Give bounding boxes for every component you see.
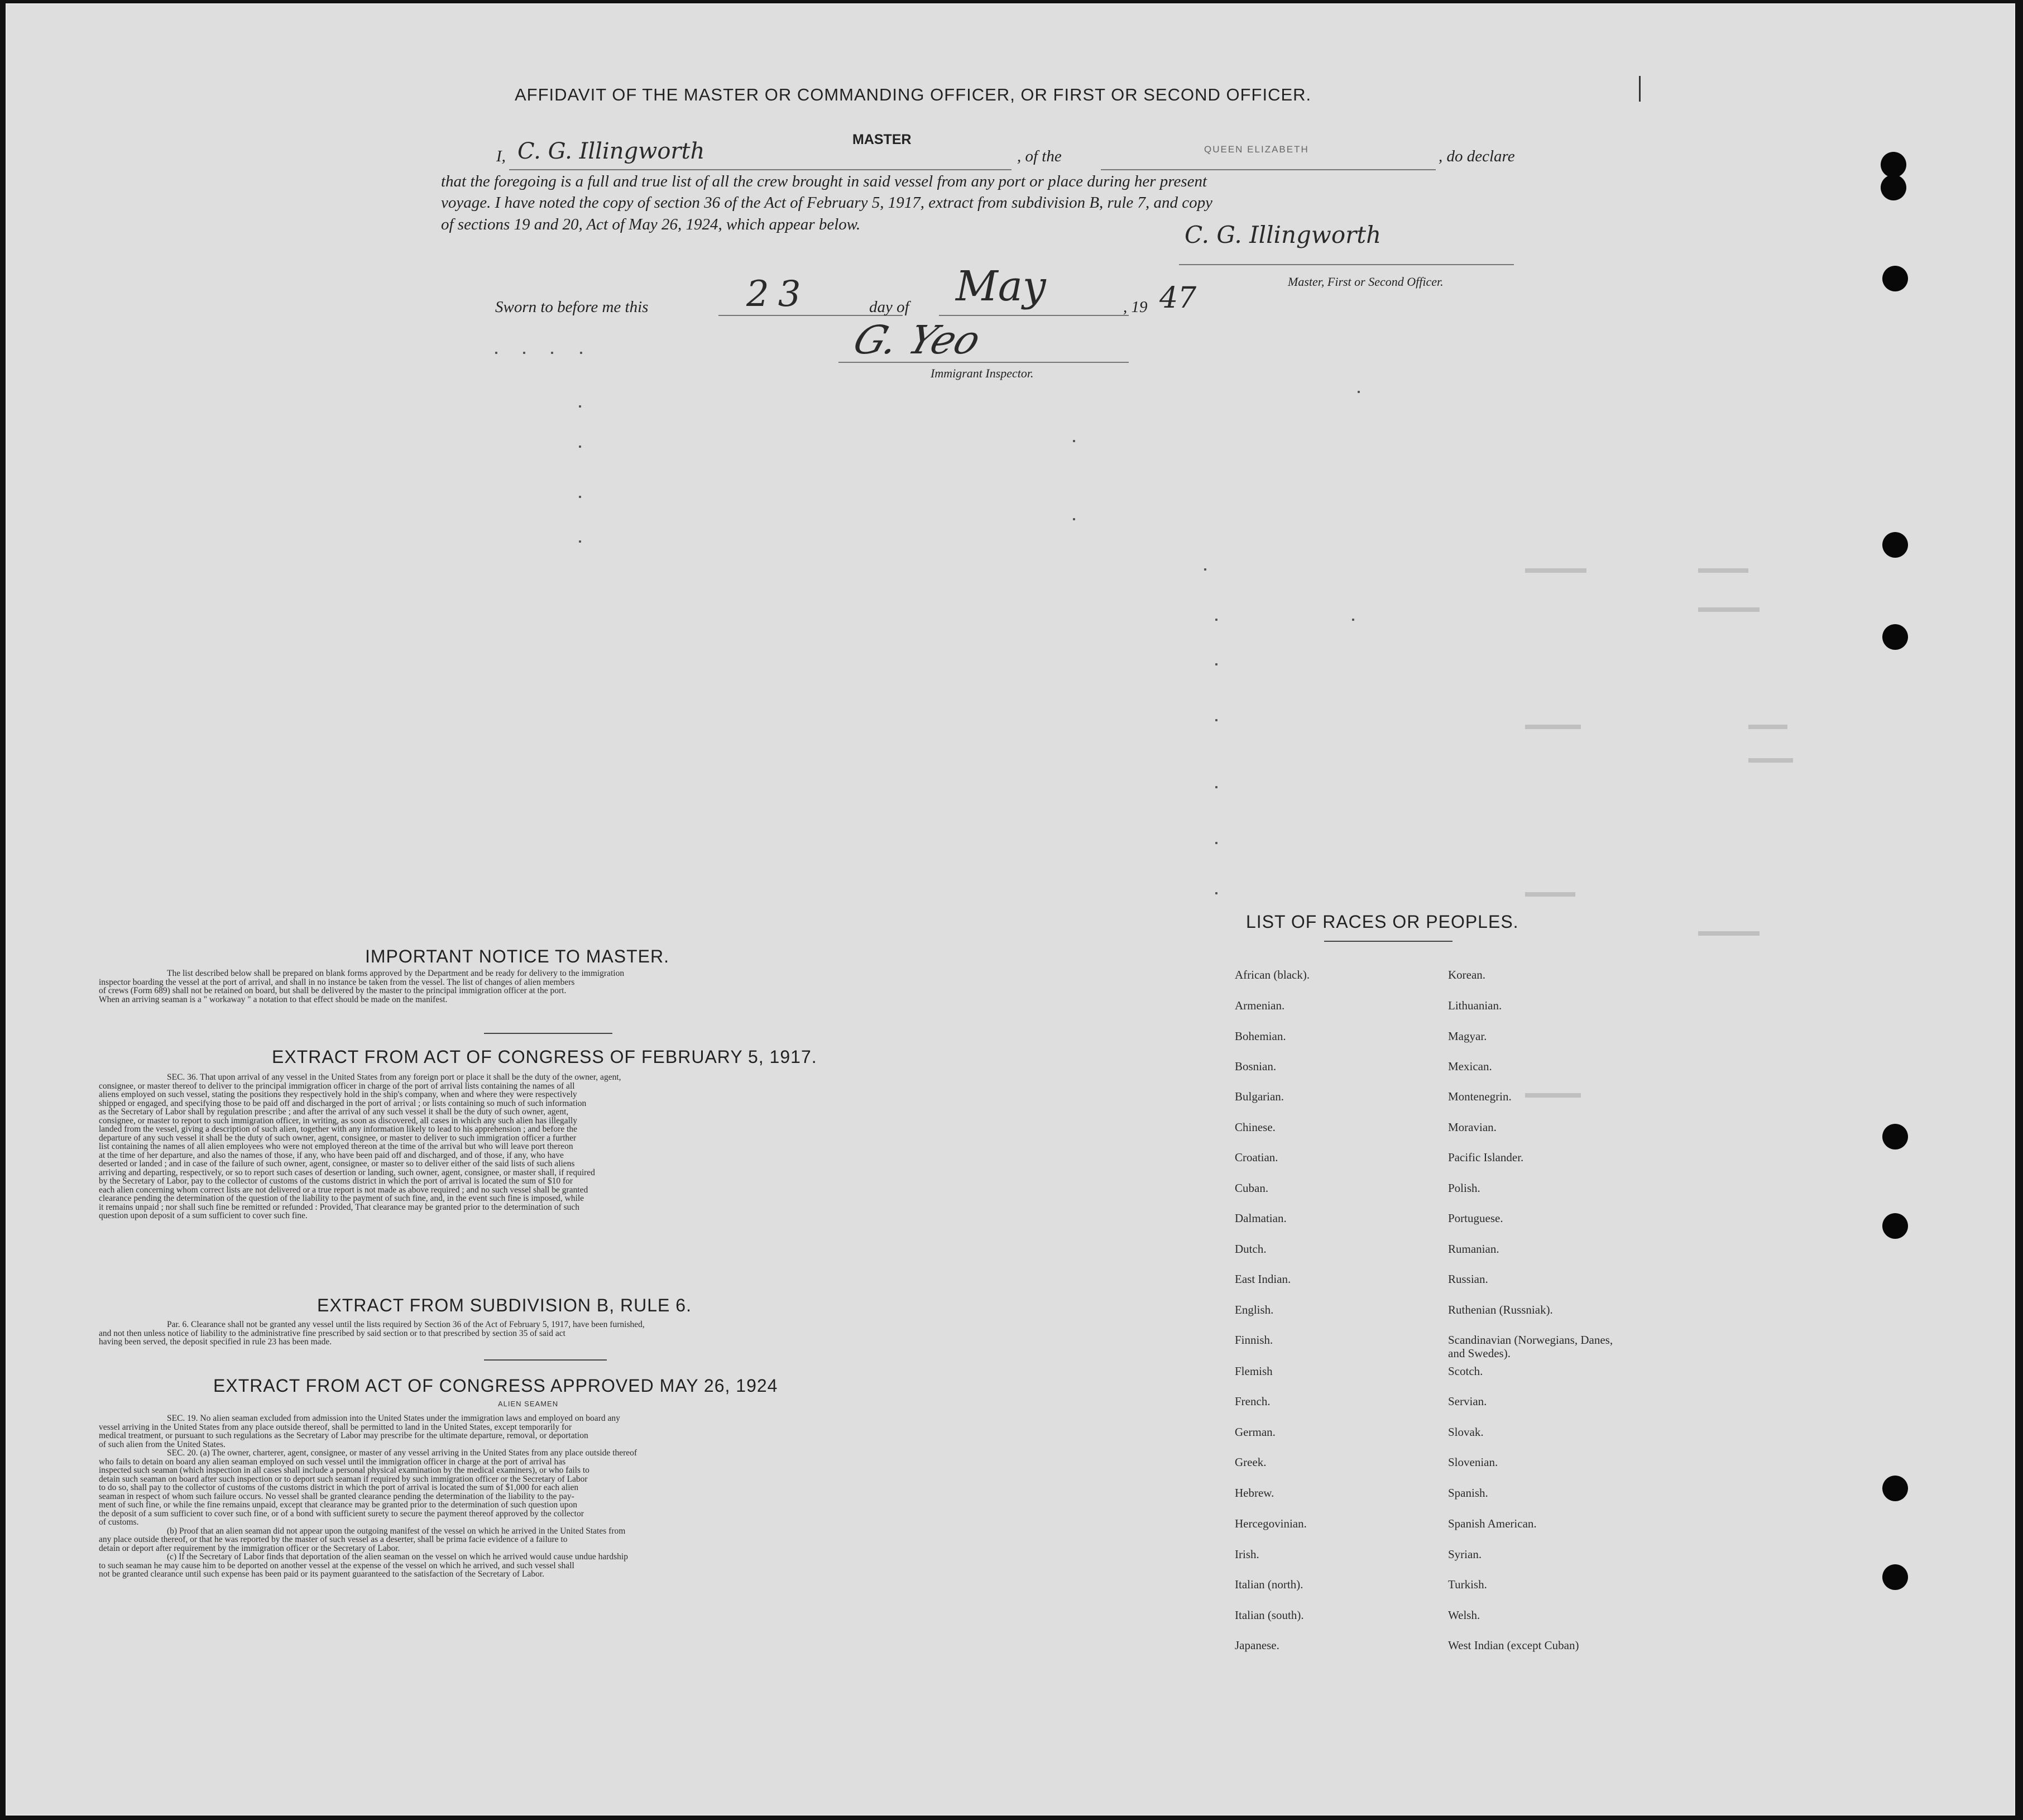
race-item: Korean. <box>1448 968 1486 981</box>
act-1924-line: detain or deport after requirement by the immigration officer or the Secretary of Labor. <box>99 1543 400 1553</box>
subdivision-b-line: having been served, the deposit specified in rule 23 has been made. <box>99 1337 332 1347</box>
race-item: Russian. <box>1448 1272 1488 1286</box>
act-1917-line: by the Secretary of Labor, pay to the collector of customs of the customs district in which the port of arrival is located the sum of $10 for <box>99 1176 573 1186</box>
race-item: East Indian. <box>1235 1272 1291 1286</box>
dot-mark <box>495 352 497 354</box>
vessel-underline <box>1101 169 1436 170</box>
race-item: African (black). <box>1235 968 1310 981</box>
affidavit-line-3: voyage. I have noted the copy of section 36 of the Act of February 5, 1917, extract from subdivision B, rule 7, and copy <box>441 194 1213 212</box>
dot-mark <box>1215 892 1217 894</box>
act-1924-line: detain such seaman on board after such inspection or to deport such seaman if required by such immigration officer or the Secretary of Labor <box>99 1474 588 1484</box>
race-item: Chinese. <box>1235 1120 1276 1134</box>
act-1924-line: SEC. 19. No alien seaman excluded from admission into the United States under the immigration laws and employed on board any <box>167 1414 620 1423</box>
race-item: Lithuanian. <box>1448 999 1502 1012</box>
dot-mark <box>1215 619 1217 621</box>
subdivision-b-line: Par. 6. Clearance shall not be granted any vessel until the lists required by Section 36 of the Act of February 5, 1917, have been furnished, <box>167 1320 645 1329</box>
top-tick-mark <box>1639 76 1641 102</box>
act-1917-title: EXTRACT FROM ACT OF CONGRESS OF FEBRUARY 5, 1917. <box>272 1047 817 1067</box>
do-declare-label: , do declare <box>1439 147 1515 165</box>
divider <box>484 1359 607 1361</box>
sworn-month-underline <box>939 315 1129 316</box>
punch-hole-3 <box>1882 266 1908 291</box>
race-item: Moravian. <box>1448 1120 1497 1134</box>
act-1917-line: list containing the names of all alien employees who were not employed thereon at the time of the arrival but who will leave port thereon <box>99 1142 573 1151</box>
race-item: Italian (north). <box>1235 1578 1303 1591</box>
inspector-underline <box>838 362 1129 363</box>
act-1917-line: landed from the vessel, giving a description of such alien, together with any information likely to lead to his apprehension ; and before the <box>99 1124 578 1134</box>
dot-mark <box>579 540 581 543</box>
signature-caption: Master, First or Second Officer. <box>1288 275 1444 289</box>
race-item: Japanese. <box>1235 1639 1279 1652</box>
act-1917-line: question upon deposit of a sum sufficient to cover such fine. <box>99 1211 308 1220</box>
race-item: Portuguese. <box>1448 1211 1503 1225</box>
dot-mark <box>1215 842 1217 844</box>
act-1917-line: consignee, or master thereof to deliver to the principal immigration officer in charge of the port of arrival lists containing the names of all <box>99 1081 575 1091</box>
dot-mark <box>551 352 553 354</box>
i-label: I, <box>496 147 506 165</box>
notice-line: inspector boarding the vessel at the port of arrival, and shall in no instance be taken from the vessel. The list of changes of alien members <box>99 977 575 987</box>
race-item: Welsh. <box>1448 1608 1480 1622</box>
act-1924-line: not be granted clearance until such expense has been paid or its payment guaranteed to the satisfaction of the Secretary of Labor. <box>99 1569 544 1579</box>
notice-body <box>99 969 947 1004</box>
race-item: Bohemian. <box>1235 1029 1286 1043</box>
act-1924-line: of such alien from the United States. <box>99 1439 226 1449</box>
race-item: Turkish. <box>1448 1578 1487 1591</box>
punch-hole-1 <box>1881 152 1906 178</box>
dot-mark <box>580 352 582 354</box>
act-1924-line: SEC. 20. (a) The owner, charterer, agent, consignee, or master of any vessel arriving in the United States from any place outside thereof <box>167 1448 637 1458</box>
act-1924-line: any place outside thereof, or that he was reported by the master of such vessel as a deserter, shall be prima facie evidence of a failure to <box>99 1535 568 1544</box>
act-1917-line: deserted or landed ; and in case of the failure of such owner, agent, consignee, or master so to deliver either of the said lists of such aliens <box>99 1159 575 1168</box>
act-1917-body <box>99 1073 947 1220</box>
act-1924-title: EXTRACT FROM ACT OF CONGRESS APPROVED MAY 26, 1924 <box>213 1376 778 1396</box>
dot-mark <box>579 446 581 448</box>
act-1917-line: it remains unpaid ; nor shall such fine be remitted or refunded : Provided, That clearance may be granted prior to the determination of such <box>99 1202 579 1212</box>
race-item: Magyar. <box>1448 1029 1487 1043</box>
notice-line: When an arriving seaman is a " workaway " a notation to that effect should be made on the manifest. <box>99 994 448 1004</box>
race-item: Bosnian. <box>1235 1060 1277 1073</box>
race-item: English. <box>1235 1303 1274 1316</box>
sworn-label: Sworn to before me this <box>495 298 649 316</box>
affidavit-line-4: of sections 19 and 20, Act of May 26, 1924, which appear below. <box>441 215 861 233</box>
dot-mark <box>1358 391 1360 393</box>
race-item: Servian. <box>1448 1395 1487 1408</box>
act-1917-line: arriving and departing, respectively, or so to report such cases of desertion or landing, such owner, agent, consignee, or master shall, if required <box>99 1167 595 1177</box>
dot-mark <box>1073 518 1075 520</box>
act-1924-line: the deposit of a sum sufficient to cover such fine, or of a bond with sufficient surety to secure the payment thereof approved by the collector <box>99 1508 584 1519</box>
race-item: Hebrew. <box>1235 1486 1274 1500</box>
divider <box>1324 941 1452 942</box>
sworn-month: May <box>956 262 1046 310</box>
day-of-label: day of <box>869 298 909 316</box>
notice-title: IMPORTANT NOTICE TO MASTER. <box>365 946 669 966</box>
race-item: German. <box>1235 1425 1276 1439</box>
act-1924-subtitle: ALIEN SEAMEN <box>498 1400 559 1408</box>
race-item: West Indian (except Cuban) <box>1448 1639 1579 1652</box>
dot-mark <box>523 352 525 354</box>
year-suffix: 47 <box>1159 281 1197 315</box>
act-1924-line: to such seaman he may cause him to be deported on another vessel at the expense of the vessel on which he arrived, and such vessel shall <box>99 1560 574 1570</box>
act-1917-line: aliens employed on such vessel, stating the positions they respectively hold in the ship's company, when and where they were respectively <box>99 1090 577 1099</box>
punch-hole-9 <box>1882 1564 1908 1590</box>
race-item: Bulgarian. <box>1235 1090 1284 1103</box>
race-item: Rumanian. <box>1448 1242 1499 1256</box>
document-page <box>6 3 2015 1816</box>
master-name: C. G. Illingworth <box>517 138 705 164</box>
affidavit-line-2: that the foregoing is a full and true list of all the crew brought in said vessel from any port or place during her present <box>441 173 1207 190</box>
sworn-day: 23 <box>746 274 810 315</box>
race-item: Spanish. <box>1448 1486 1488 1500</box>
act-1924-line: seaman in respect of whom such failure occurs. No vessel shall be granted clearance pending the determination of the liability to the pay- <box>99 1491 574 1501</box>
race-item: Cuban. <box>1235 1181 1269 1195</box>
of-the-label: , of the <box>1017 147 1062 165</box>
race-item: Flemish <box>1235 1364 1273 1378</box>
act-1924-line: (c) If the Secretary of Labor finds that deportation of the alien seaman on the vessel on which he arrived would cause undue hardship <box>167 1552 628 1562</box>
rank-label: MASTER <box>852 132 912 147</box>
race-item: Finnish. <box>1235 1333 1273 1347</box>
affidavit-title: AFFIDAVIT OF THE MASTER OR COMMANDING OFFICER, OR FIRST OR SECOND OFFICER. <box>515 85 1312 104</box>
subdivision-b-body <box>99 1320 947 1347</box>
act-1924-line: vessel arriving in the United States from any place outside thereof, shall be permitted to land in the United States, except temporarily for <box>99 1422 572 1432</box>
race-item: Hercegovinian. <box>1235 1517 1307 1530</box>
race-item: Ruthenian (Russniak). <box>1448 1303 1553 1316</box>
race-item: Italian (south). <box>1235 1608 1304 1622</box>
punch-hole-7 <box>1882 1213 1908 1239</box>
dot-mark <box>579 405 581 408</box>
dot-mark <box>579 496 581 498</box>
dot-mark <box>1215 786 1217 788</box>
master-name-underline <box>509 169 1012 170</box>
year-prefix: , 19 <box>1123 298 1148 316</box>
act-1924-body <box>99 1414 947 1579</box>
master-signature: C. G. Illingworth <box>1185 221 1382 248</box>
race-item: Mexican. <box>1448 1060 1492 1073</box>
act-1924-line: inspected such seaman (which inspection in all cases shall include a personal physical examination by the medical examiners), or who fails to <box>99 1465 589 1475</box>
act-1917-line: clearance pending the determination of the question of the liability to the payment of such fine, and, in the event such fine is imposed, while <box>99 1194 584 1203</box>
race-item: Irish. <box>1235 1548 1259 1561</box>
inspector-signature: G. Yeo <box>847 317 986 363</box>
act-1917-line: at the time of her departure, and also the names of those, if any, who have been paid off and discharged, and of those, if any, who have <box>99 1150 564 1160</box>
dot-mark <box>1215 663 1217 665</box>
signature-underline <box>1179 264 1514 265</box>
act-1924-line: (b) Proof that an alien seaman did not appear upon the outgoing manifest of the vessel on which he arrived in the United States from <box>167 1526 626 1536</box>
race-item: Scotch. <box>1448 1364 1483 1378</box>
act-1924-line: of customs. <box>99 1517 139 1527</box>
notice-line: The list described below shall be prepared on blank forms approved by the Department and be ready for delivery to the immigration <box>167 969 625 978</box>
subdivision-b-line: and not then unless notice of liability to the administrative fine prescribed by said section or to that prescribed by section 35 of said act <box>99 1328 565 1338</box>
punch-hole-6 <box>1882 1124 1908 1150</box>
dot-mark <box>1215 719 1217 721</box>
race-item: Dalmatian. <box>1235 1211 1287 1225</box>
race-item: Scandinavian (Norwegians, Danes, and Swedes). <box>1448 1333 1613 1360</box>
race-item: Montenegrin. <box>1448 1090 1512 1103</box>
act-1917-line: SEC. 36. That upon arrival of any vessel in the United States from any foreign port or place it shall be the duty of the owner, agent, <box>167 1072 621 1082</box>
race-item: Spanish American. <box>1448 1517 1537 1530</box>
act-1917-line: each alien concerning whom correct lists are not delivered or a true report is not made as above required ; and no such vessel shall be granted <box>99 1185 588 1195</box>
dot-mark <box>1073 440 1075 442</box>
vessel-name: QUEEN ELIZABETH <box>1204 144 1309 155</box>
race-item: Croatian. <box>1235 1151 1278 1164</box>
race-item: Dutch. <box>1235 1242 1267 1256</box>
race-item: Slovenian. <box>1448 1455 1498 1469</box>
dot-mark <box>1204 568 1206 571</box>
act-1924-line: who fails to detain on board any alien seaman employed on such vessel until the immigration officer in charge at the port of arrival has <box>99 1457 566 1467</box>
act-1917-line: as the Secretary of Labor shall by regulation prescribe ; and after the arrival of any such vessel it shall be the duty of such owner, agent, <box>99 1107 569 1117</box>
race-item: Pacific Islander. <box>1448 1151 1524 1164</box>
races-title: LIST OF RACES OR PEOPLES. <box>1246 912 1519 932</box>
notice-line: of crews (Form 689) shall not be retained on board, but shall be delivered by the master to the principal immigration officer at the port. <box>99 986 567 995</box>
act-1917-line: consignee, or master to report to such immigration officer, in writing, as soon as discovered, all cases in which any such alien has illegally <box>99 1115 577 1125</box>
race-item: Polish. <box>1448 1181 1480 1195</box>
act-1924-line: to do so, shall pay to the collector of customs of the customs district in which the port of arrival is located the sum of $1,000 for each alien <box>99 1483 579 1492</box>
act-1917-line: shipped or engaged, and specifying those to be paid off and discharged in the port of arrival ; or lists containing so much of such information <box>99 1098 587 1108</box>
bleed-through-marks <box>1514 390 1949 1115</box>
act-1924-line: ment of such fine, or while the fine remains unpaid, except that clearance may be granted prior to the determination of such question upon <box>99 1500 577 1510</box>
act-1917-line: departure of any such vessel it shall be the duty of such owner, agent, consignee, or master to deliver to such immigration officer a further <box>99 1133 577 1143</box>
race-item: French. <box>1235 1395 1271 1408</box>
inspector-caption: Immigrant Inspector. <box>931 366 1034 380</box>
dot-mark <box>1352 619 1354 621</box>
race-item: Armenian. <box>1235 999 1285 1012</box>
race-item: Syrian. <box>1448 1548 1482 1561</box>
divider <box>484 1033 612 1034</box>
subdivision-b-title: EXTRACT FROM SUBDIVISION B, RULE 6. <box>317 1295 692 1315</box>
race-item: Greek. <box>1235 1455 1267 1469</box>
punch-hole-2 <box>1881 175 1906 200</box>
act-1924-line: medical treatment, or pursuant to such regulations as the Secretary of Labor may prescribe for the ultimate departure, removal, or deportation <box>99 1431 588 1440</box>
punch-hole-8 <box>1882 1476 1908 1501</box>
race-item: Slovak. <box>1448 1425 1484 1439</box>
